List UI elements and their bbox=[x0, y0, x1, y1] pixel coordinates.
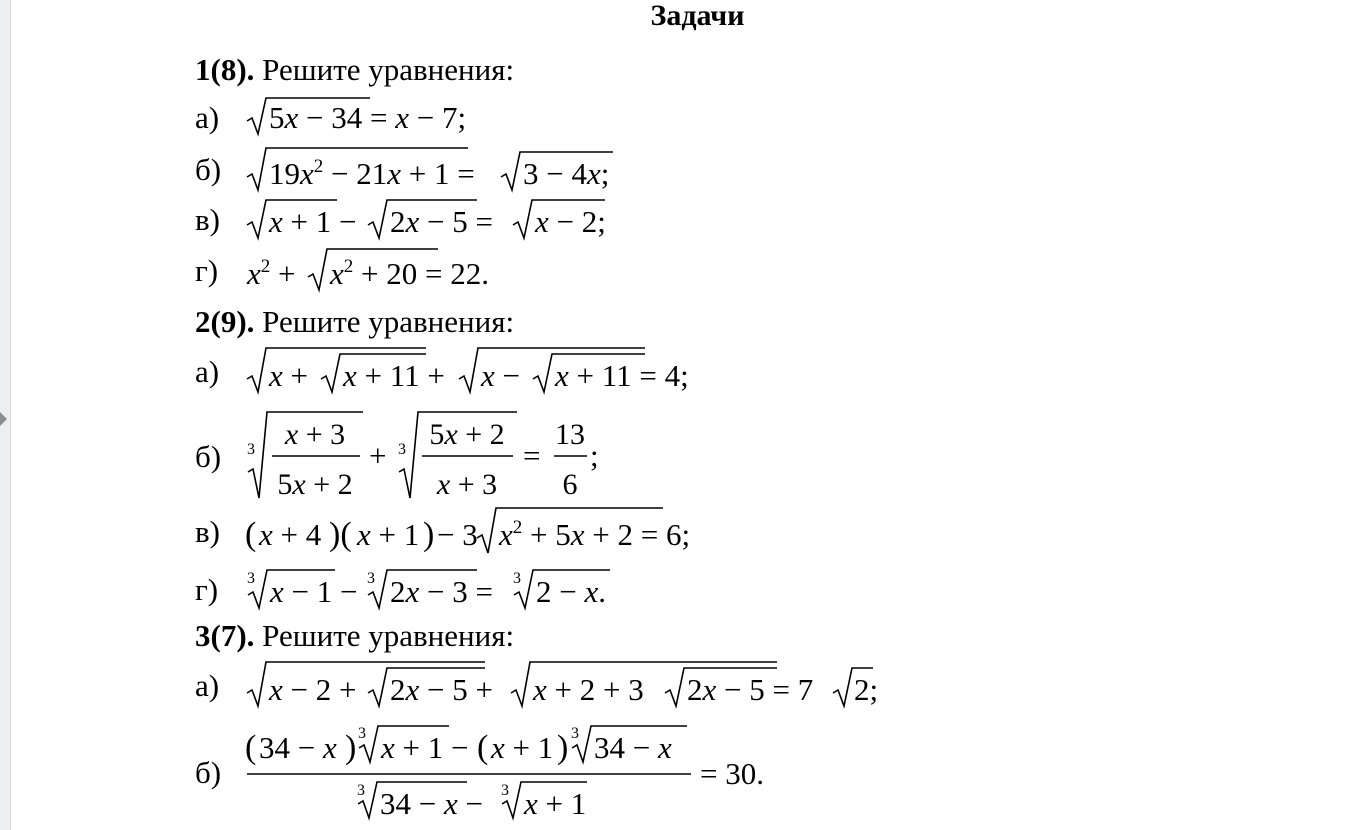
svg-text:x + 1: x + 1 bbox=[356, 517, 419, 552]
svg-text:x + 1: x + 1 bbox=[523, 786, 586, 821]
svg-text:= 30.: = 30. bbox=[699, 756, 764, 791]
svg-text:(: ( bbox=[476, 729, 489, 766]
equation bbox=[245, 722, 805, 830]
svg-text:;: ; bbox=[589, 438, 599, 473]
problem-header-3 bbox=[195, 618, 514, 654]
equation bbox=[245, 346, 725, 404]
svg-text:x − 2;: x − 2; bbox=[534, 204, 606, 239]
svg-text:5x − 34 = x − 7;: 5x − 34 = x − 7; bbox=[268, 100, 466, 135]
svg-text:2x − 3 =: 2x − 3 = bbox=[389, 574, 493, 609]
svg-text:x + 3: x + 3 bbox=[284, 418, 345, 451]
problem-number: 1(8). bbox=[195, 52, 255, 87]
problem-number: 2(9). bbox=[195, 304, 255, 339]
item-label: б) bbox=[195, 152, 222, 188]
item-label: г) bbox=[195, 572, 219, 608]
svg-text:+: + bbox=[368, 438, 387, 473]
svg-text:)(: )( bbox=[328, 516, 352, 553]
svg-text:5x + 2: 5x + 2 bbox=[277, 468, 353, 501]
svg-text:2x − 5 =: 2x − 5 = bbox=[389, 204, 493, 239]
svg-text:34 − x −: 34 − x − bbox=[379, 786, 483, 821]
svg-text:x −: x − bbox=[480, 358, 520, 393]
svg-text:): ) bbox=[422, 516, 435, 553]
svg-text:): ) bbox=[344, 729, 357, 766]
item-label: б) bbox=[195, 439, 222, 475]
svg-text:3: 3 bbox=[246, 441, 255, 458]
svg-text:5x + 2: 5x + 2 bbox=[429, 418, 505, 451]
svg-text:x − 1 −: x − 1 − bbox=[269, 574, 358, 609]
svg-text:x + 1 −: x + 1 − bbox=[380, 730, 469, 765]
equation bbox=[245, 144, 645, 202]
svg-text:(: ( bbox=[244, 516, 257, 553]
svg-text:x + 11 +: x + 11 + bbox=[342, 358, 445, 393]
list-item bbox=[195, 144, 645, 202]
svg-text:2 − x.: 2 − x. bbox=[535, 574, 606, 609]
page-title: Задачи bbox=[650, 0, 745, 32]
equation bbox=[245, 566, 665, 620]
svg-text:3: 3 bbox=[246, 570, 255, 587]
svg-text:3: 3 bbox=[356, 782, 365, 799]
svg-text:x + 4: x + 4 bbox=[258, 517, 321, 552]
list-item bbox=[195, 346, 725, 404]
svg-text:3: 3 bbox=[570, 725, 579, 742]
equation bbox=[245, 505, 745, 565]
svg-text:− 3: − 3 bbox=[436, 517, 478, 552]
list-item bbox=[195, 96, 505, 146]
problem-prompt: Решите уравнения: bbox=[262, 618, 515, 653]
svg-text:6: 6 bbox=[562, 468, 578, 501]
problem-header-2 bbox=[195, 304, 514, 340]
list-item bbox=[195, 505, 745, 565]
item-label: в) bbox=[195, 514, 220, 550]
svg-text:(: ( bbox=[244, 729, 257, 766]
svg-text:13: 13 bbox=[554, 418, 585, 451]
list-item bbox=[195, 410, 625, 510]
svg-text:3: 3 bbox=[397, 441, 406, 458]
svg-text:x +: x + bbox=[268, 358, 308, 393]
problem-prompt: Решите уравнения: bbox=[262, 304, 515, 339]
list-item bbox=[195, 660, 905, 718]
item-label: а) bbox=[195, 354, 220, 390]
svg-text:x − 2 +: x − 2 + bbox=[268, 672, 357, 707]
equation bbox=[245, 196, 645, 250]
svg-text:x + 2 + 3: x + 2 + 3 bbox=[532, 672, 644, 707]
svg-text:x + 1 −: x + 1 − bbox=[268, 204, 357, 239]
svg-text:): ) bbox=[556, 729, 569, 766]
svg-text:34 − x: 34 − x bbox=[258, 730, 337, 765]
svg-text:x + 3: x + 3 bbox=[436, 468, 497, 501]
svg-text:2x − 5 = 7: 2x − 5 = 7 bbox=[686, 672, 813, 707]
list-item bbox=[195, 246, 545, 302]
svg-text:2x − 5 +: 2x − 5 + bbox=[389, 672, 493, 707]
svg-text:3: 3 bbox=[366, 570, 375, 587]
svg-text:x + 1: x + 1 bbox=[490, 730, 553, 765]
svg-text:=: = bbox=[522, 438, 541, 473]
item-label: в) bbox=[195, 202, 220, 238]
equation bbox=[245, 410, 625, 510]
svg-text:2;: 2; bbox=[853, 672, 878, 707]
expand-panel-arrow-icon[interactable] bbox=[0, 412, 7, 426]
item-label: а) bbox=[195, 668, 220, 704]
list-item bbox=[195, 722, 805, 830]
item-label: г) bbox=[195, 253, 219, 289]
svg-text:x2 + 5x + 2 = 6;: $x^2 + 5x + 2 = 6$; bbox=[498, 517, 690, 552]
svg-text:34 − x: 34 − x bbox=[593, 730, 672, 765]
svg-text:3: 3 bbox=[357, 725, 366, 742]
svg-text:3: 3 bbox=[500, 782, 509, 799]
svg-text:x + 11 = 4;: x + 11 = 4; bbox=[554, 358, 689, 393]
list-item bbox=[195, 196, 645, 250]
svg-text:3: 3 bbox=[512, 570, 521, 587]
equation bbox=[245, 660, 905, 718]
equation bbox=[245, 96, 505, 146]
problem-prompt: Решите уравнения: bbox=[262, 52, 515, 87]
svg-text:x2 +: $x^2$ + bbox=[246, 256, 296, 291]
svg-text:19x2 − 21x + 1 =: $19x^2 - 21x + 1$ = bbox=[268, 156, 475, 191]
problem-header-1 bbox=[195, 52, 514, 88]
svg-text:x2 + 20 = 22.: $x^2 + 20 = 22$. bbox=[329, 256, 489, 291]
problem-number: 3(7). bbox=[195, 618, 255, 653]
equation bbox=[245, 246, 545, 302]
svg-text:3 − 4x;: 3 − 4x; bbox=[522, 156, 610, 191]
item-label: б) bbox=[195, 755, 222, 791]
item-label: а) bbox=[195, 100, 220, 136]
list-item bbox=[195, 566, 665, 620]
